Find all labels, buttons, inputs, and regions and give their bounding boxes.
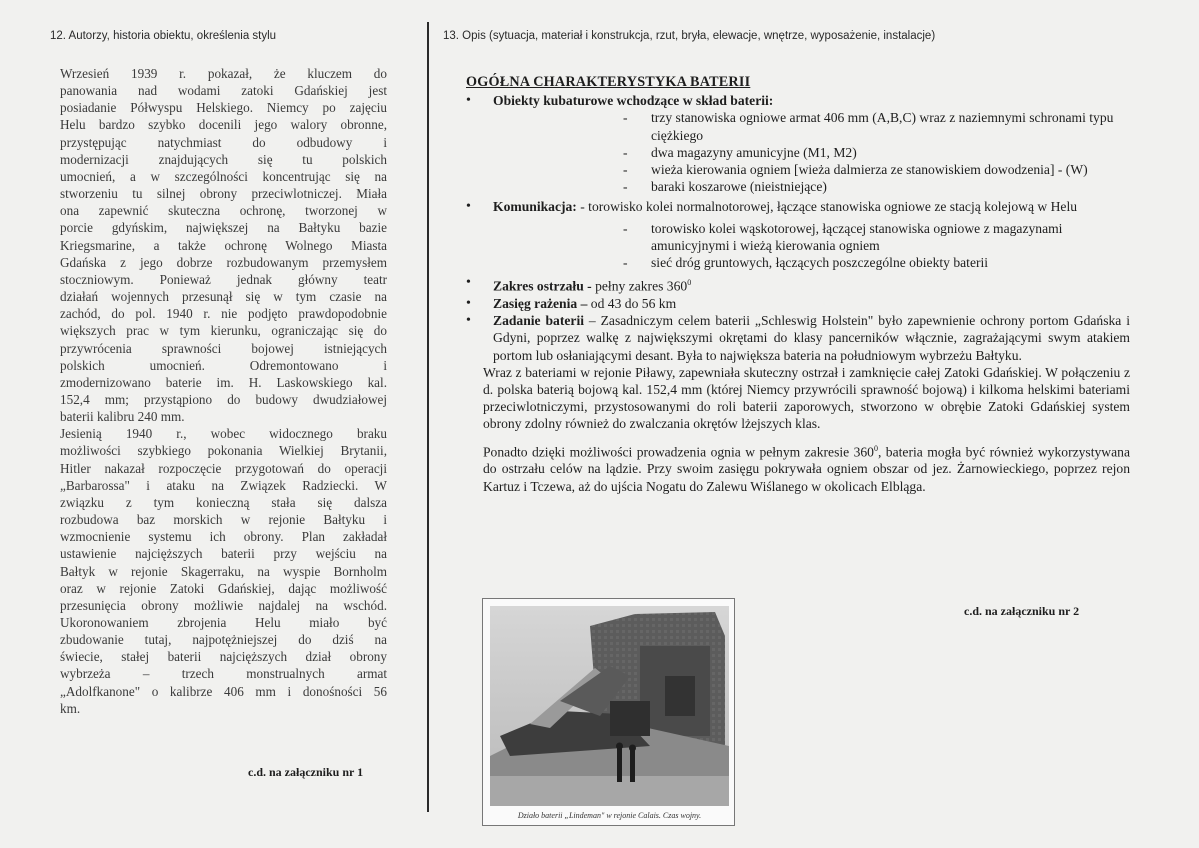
history-line: Jesienią 1940 r., wobec widocznego braku bbox=[60, 426, 387, 442]
history-line: związku z tym konieczną stała się dalsza bbox=[60, 494, 387, 510]
history-line: ona zapewnić skuteczna ochronę, tworzonej w bbox=[60, 203, 387, 219]
object-item-text: trzy stanowiska ogniowe armat 406 mm (A,B,C) wraz z naziemnymi schronami typu ciężkiego bbox=[651, 110, 1114, 143]
degree-sup: 0 bbox=[687, 278, 692, 288]
history-line: „Barbarossa" i ataku na Związek Radziecki. W bbox=[60, 477, 387, 493]
history-text bbox=[60, 65, 387, 717]
history-line: zachód, do pol. 1940 r. nie podjęto prawdopodobnie bbox=[60, 306, 387, 322]
history-line: Gdańska z jego dobrze rozbudowanym przemysłem bbox=[60, 254, 387, 270]
history-line: świecie, stałej baterii najcięższych dział obrony bbox=[60, 649, 387, 665]
history-line: większych prac w tym kierunku, ograniczając się do bbox=[60, 323, 387, 339]
degree-sup: 0 bbox=[873, 443, 878, 453]
history-line: „Adolfkanone" o kalibrze 406 mm i donośności 56 bbox=[60, 683, 387, 699]
history-line: wzmocnienie systemu ich obrony. Plan zakładał bbox=[60, 529, 387, 545]
history-line: Helu bardzo szybko docenili jego walory obronne, bbox=[60, 117, 387, 133]
history-line: Hitler nakazał rozpoczęcie przygotowań do operacji bbox=[60, 460, 387, 476]
reach-label: Zasięg rażenia – bbox=[493, 295, 588, 311]
object-item-text: baraki koszarowe (nieistniejące) bbox=[651, 179, 827, 195]
object-item: - baraki koszarowe (nieistniejące) bbox=[623, 179, 827, 195]
history-line: działań wojennych przesunął się w tym czasie na bbox=[60, 289, 387, 305]
paragraph-2-text-a: Ponadto dzięki możliwości prowadzenia ognia w pełnym zakresie 360 bbox=[483, 444, 874, 460]
history-line: możliwości szybkiego pokonania Wielkiej Brytanii, bbox=[60, 443, 387, 459]
range-text: pełny zakres 360 bbox=[595, 278, 688, 294]
history-line: zbudowanie tutaj, najpotężniejszej do dziś na bbox=[60, 632, 387, 648]
communication-bullet bbox=[466, 198, 1130, 215]
task-text: – Zasadniczym celem baterii „Schleswig Holstein" było zapewnienie ochrony portom Gdańska i Gdyni, poprzez walkę z największymi okrętami do klasy pancerników włącznie, zagrażającymi swym atakiem portom lub osłaniającymi desant. Była to największa bateria na południowym wybrzeżu Bałtyku. bbox=[493, 313, 1130, 363]
communication-text: - torowisko kolei normalnotorowej, łączące stanowiska ogniowe ze stacją kolejową w Helu bbox=[580, 199, 1078, 215]
task-bullet bbox=[466, 312, 1130, 364]
history-line: 152,4 mm; przystąpiono do budowy dwudziałowej bbox=[60, 391, 387, 407]
continuation-note-2: c.d. na załączniku nr 2 bbox=[964, 604, 1080, 618]
continuation-note-1: c.d. na załączniku nr 1 bbox=[248, 765, 364, 779]
task-label: Zadanie baterii bbox=[493, 313, 584, 329]
history-line: panowania nad wodami zatoki Gdańskiej jest bbox=[60, 83, 387, 99]
range-bullet bbox=[466, 274, 1130, 295]
paragraph-2-text-b: , bateria mogła być również wykorzystywana do ostrzału celów na lądzie. Przy swoim zasięgu pokrywała ogniem obszar od jez. Żarnowieckiego, poprzez rejon Kartuz i Tczewa, aż do ujścia Nogatu do Zalewu Wiślanego w okolicach Elbląga. bbox=[483, 444, 1130, 494]
object-item: - dwa magazyny amunicyjne (M1, M2) bbox=[623, 144, 857, 160]
history-line: Ukoronowaniem zbrojenia Helu miało być bbox=[60, 615, 387, 630]
objects-label: Obiekty kubaturowe wchodzące w skład baterii: bbox=[493, 93, 774, 109]
bullet-icon: • bbox=[466, 295, 471, 311]
history-line: modernizacji znajdujących się tu polskich bbox=[60, 151, 387, 167]
history-line: zmodernizowano baterie im. H. Laskowskiego kal. bbox=[60, 374, 387, 390]
history-line: baterii kalibru 240 mm. bbox=[60, 409, 185, 425]
history-line: km. bbox=[60, 700, 81, 716]
section-13-header: 13. Opis (sytuacja, materiał i konstrukcja, rzut, bryła, elewacje, wnętrze, wyposażenie, instalacje) bbox=[443, 30, 936, 42]
history-line: przystępując natychmiast do odbudowy i bbox=[60, 134, 387, 150]
object-item-text: dwa magazyny amunicyjne (M1, M2) bbox=[651, 144, 857, 160]
history-line: przywrócenia sprawności bojowej istniejących bbox=[60, 340, 387, 356]
communication-item: - sieć dróg gruntowych, łączących poszczególne obiekty baterii bbox=[623, 255, 989, 271]
battery-gun-photo bbox=[490, 606, 729, 806]
bullet-icon: • bbox=[466, 93, 471, 109]
history-line: porcie gdyńskim, największej na Bałtyku bazie bbox=[60, 220, 387, 236]
history-line: posiadanie Półwyspu Helskiego. Niemcy po zajęciu bbox=[60, 100, 387, 116]
communication-label: Komunikacja: bbox=[493, 199, 577, 215]
section-12-header: 12. Autorzy, historia obiektu, określenia stylu bbox=[50, 30, 277, 42]
reach-text: od 43 do 56 km bbox=[590, 295, 677, 311]
objects-bullet bbox=[466, 92, 1130, 109]
history-line: rozbudowa baz morskich w rejonie Bałtyku i bbox=[60, 512, 387, 528]
bullet-icon: • bbox=[466, 275, 471, 291]
photo-caption: Działo baterii „Lindeman" w rejonie Calais. Czas wojny. bbox=[517, 811, 702, 820]
battery-description bbox=[466, 74, 1130, 495]
history-line: polskich umocnień. Odremontowano i bbox=[60, 357, 387, 373]
history-line: stworzeniu tu silnej obrony przeciwlotniczej. Miała bbox=[60, 186, 387, 202]
history-line: stoczniowym. Ponieważ jednak główny teatr bbox=[60, 271, 387, 287]
bullet-icon: • bbox=[466, 313, 471, 329]
communication-item: - torowisko kolei wąskotorowej, łączącej stanowiska ogniowe z magazynami amunicyjnymi i wieżą kierowania ogniem bbox=[623, 220, 1063, 253]
history-line: Kriegsmarine, a także ochronę Wolnego Miasta bbox=[60, 237, 387, 253]
object-item-text: wieża kierowania ogniem [wieża dalmierza ze stanowiskiem dowodzenia] - (W) bbox=[651, 162, 1088, 178]
reach-bullet bbox=[466, 295, 1130, 312]
range-label: Zakres ostrzału - bbox=[493, 278, 592, 294]
object-item: - trzy stanowiska ogniowe armat 406 mm (A,B,C) wraz z naziemnymi schronami typu ciężkiego bbox=[623, 110, 1114, 143]
history-line: ustawienie najcięższych baterii przy wejściu na bbox=[60, 546, 387, 562]
history-line: oraz w rejonie Zatoki Gdańskiej, dając możliwość bbox=[60, 580, 387, 596]
section-title: OGÓŁNA CHARAKTERYSTYKA BATERII bbox=[466, 74, 751, 90]
history-line: przesunięcia obrony możliwie najdalej na wschód. bbox=[60, 597, 387, 613]
column-divider bbox=[427, 22, 429, 812]
communication-item-text: torowisko kolei wąskotorowej, łączącej stanowiska ogniowe z magazynami amunicyjnymi i wieżą kierowania ogniem bbox=[651, 220, 1063, 253]
object-item: - wieża kierowania ogniem [wieża dalmierza ze stanowiskiem dowodzenia] - (W) bbox=[623, 162, 1088, 178]
history-line: umocnień, a w szczególności koncentrując się na bbox=[60, 168, 387, 184]
history-line: Wrzesień 1939 r. pokazał, że kluczem do bbox=[60, 66, 387, 81]
history-line: Bałtyk w rejonie Skagerraku, na wyspie Bornholm bbox=[60, 563, 387, 579]
history-line: wybrzeża – trzech monstrualnych armat bbox=[60, 666, 387, 682]
gun-photo bbox=[482, 598, 735, 826]
paragraph-1: Wraz z bateriami w rejonie Piławy, zapewniała skuteczny ostrzał i zamknięcie całej Zatoki Gdańskiej. W połączeniu z d. polska baterią bojową kal. 152,4 mm (której Niemcy przywrócili sprawność bojową) i kilkoma helskimi bateriami przeciwlotniczymi, przystosowanymi do roli baterii zaporowych, stworzono w obrębie Zatoki Gdańskiej system obrony zdolny również do zwalczania okrętów lżejszych klas. bbox=[483, 364, 1130, 432]
paragraph-2 bbox=[466, 440, 1130, 495]
communication-item-text: sieć dróg gruntowych, łączących poszczególne obiekty baterii bbox=[651, 255, 989, 271]
bullet-icon: • bbox=[466, 199, 471, 215]
